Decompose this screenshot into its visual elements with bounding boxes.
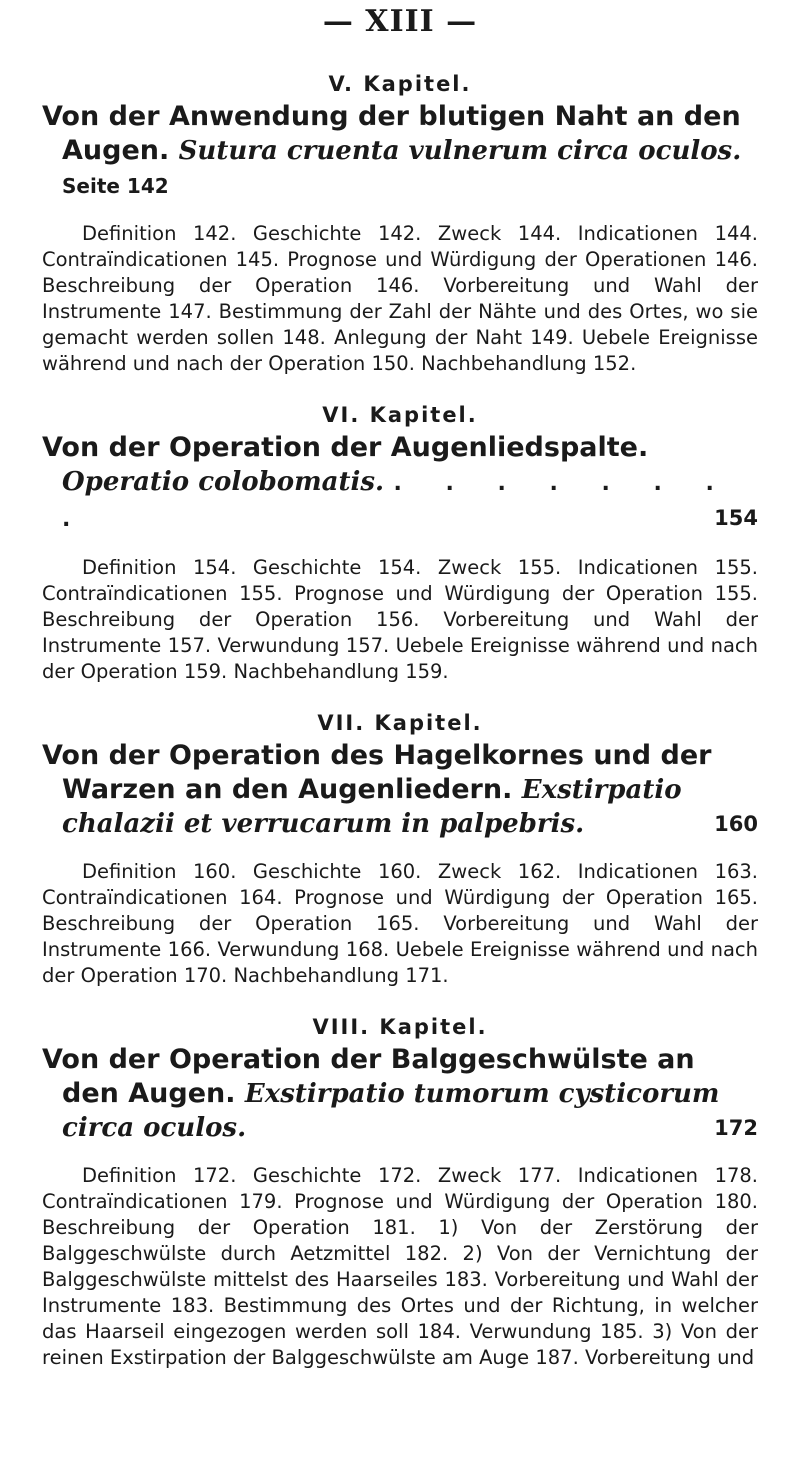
chapter-title bbox=[42, 431, 758, 537]
chapter-page-ref: Seite 142 bbox=[62, 174, 169, 198]
running-head: — XIII — bbox=[322, 4, 478, 39]
chapter-title bbox=[42, 100, 758, 203]
chapter-summary: Definition 160. Geschichte 160. Zweck 162. Indicationen 163. Contraïndicationen 164. Prognose und Würdigung der Operation 165. Beschreibung der Operation 165. Vorbereitung und Wahl der Instrumente 166. Verwundung 168. Uebele Ereignisse während und nach der Operation 170. Nachbehandlung 171. bbox=[42, 860, 758, 987]
chapter-title bbox=[42, 1043, 758, 1145]
chapter-latin-title: Exstirpatio chalazii et verrucarum in palpebris. bbox=[62, 775, 682, 839]
chapter-6 bbox=[42, 403, 758, 685]
chapter-latin-title: Sutura cruenta vulnerum circa oculos. bbox=[178, 136, 742, 166]
chapter-title bbox=[42, 739, 758, 841]
chapter-latin-title: Exstirpatio tumorum cysticorum circa oculos. bbox=[62, 1079, 720, 1143]
chapter-latin-title: Operatio colobomatis. bbox=[62, 467, 385, 497]
chapter-7 bbox=[42, 711, 758, 989]
chapter-title-text: Von der Operation des Hagelkornes und der Warzen an den Augenliedern. bbox=[42, 740, 712, 805]
chapter-title-text: Von der Operation der Balggeschwülste an den Augen. bbox=[42, 1044, 695, 1109]
chapter-page-ref: 154 bbox=[714, 506, 758, 530]
chapter-title-text: Von der Anwendung der blutigen Naht an den Augen. bbox=[42, 101, 741, 166]
chapter-title-text: Von der Operation der Augenliedspalte. bbox=[42, 432, 649, 463]
chapter-summary: Definition 172. Geschichte 172. Zweck 177. Indicationen 178. Contraïndicationen 179. Prognose und Würdigung der Operation 180. Beschreibung der Operation 181. 1) Von der Zerstörung der Balggeschwülste durch Aetzmittel 182. 2) Von der Vernichtung der Balggeschwülste mittelst des Haarseiles 183. Vorbereitung und Wahl der Instrumente 183. Bestimmung des Ortes und der Richtung, in welcher das Haarseil eingezogen werden soll 184. Verwundung 185. 3) Von der reinen Exstirpation der Balggeschwülste am Auge 187. Vorbereitung und bbox=[42, 1164, 758, 1369]
chapter-summary: Definition 154. Geschichte 154. Zweck 155. Indicationen 155. Contraïndicationen 155. Prognose und Würdigung der Operation 155. Beschreibung der Operation 156. Vorbereitung und Wahl der Instrumente 157. Verwundung 157. Uebele Ereignisse während und nach der Operation 159. Nachbehandlung 159. bbox=[42, 556, 758, 683]
chapter-page-ref: 160 bbox=[714, 812, 758, 836]
chapter-summary: Definition 142. Geschichte 142. Zweck 144. Indicationen 144. Contraïndicationen 145. Prognose und Würdigung der Operationen 146. Beschreibung der Operation 146. Vorbereitung und Wahl der Instrumente 147. Bestimmung der Zahl der Nähte und des Ortes, wo sie gemacht werden sollen 148. Anlegung der Naht 149. Uebele Ereignisse während und nach der Operation 150. Nachbehandlung 152. bbox=[42, 222, 758, 375]
chapter-5 bbox=[42, 72, 758, 377]
chapter-label: VI. Kapitel. bbox=[322, 403, 478, 427]
chapter-page-ref: 172 bbox=[714, 1116, 758, 1140]
chapter-8 bbox=[42, 1015, 758, 1371]
leader-dots: . . . . . . . . bbox=[62, 471, 732, 532]
chapter-label: V. Kapitel. bbox=[328, 72, 472, 96]
chapter-label: VII. Kapitel. bbox=[317, 711, 483, 735]
chapter-label: VIII. Kapitel. bbox=[312, 1015, 488, 1039]
